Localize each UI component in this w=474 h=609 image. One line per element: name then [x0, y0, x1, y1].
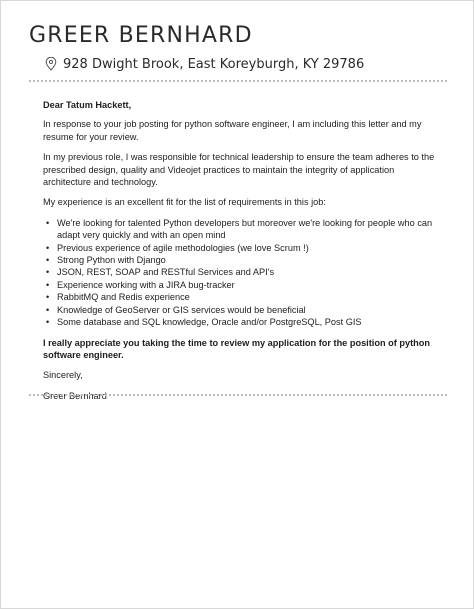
list-item: • Experience working with a JIRA bug-tracker — [57, 279, 438, 291]
list-item: • Some database and SQL knowledge, Oracle and/or PostgreSQL, Post GIS — [57, 316, 438, 328]
list-item: • RabbitMQ and Redis experience — [57, 291, 438, 303]
closing-statement: I really appreciate you taking the time to review my application for the position of python software engineer. — [43, 337, 430, 360]
list-item: • Strong Python with Django — [57, 254, 438, 266]
signoff: Sincerely, — [43, 370, 83, 381]
paragraph-previous-role: In my previous role, I was responsible for technical leadership to ensure the team adheres to the prescribed design, quality and Videojet practices to maintain the integrity of application architecture and technology. — [43, 152, 435, 188]
letter-body — [43, 99, 438, 410]
list-item: • JSON, REST, SOAP and RESTful Services and API's — [57, 266, 438, 278]
signature-name: Greer Bernhard — [43, 390, 107, 401]
letter-header — [29, 23, 449, 73]
paragraph-intro: In response to your job posting for python software engineer, I am including this letter and my resume for your review. — [43, 119, 422, 142]
header-divider — [29, 80, 447, 82]
map-pin-icon — [45, 57, 57, 71]
footer-divider — [29, 394, 447, 396]
greeting: Dear Tatum Hackett, — [43, 100, 132, 110]
paragraph-requirements-intro: My experience is an excellent fit for the list of requirements in this job: — [43, 197, 326, 208]
applicant-name: GREER BERNHARD — [29, 23, 253, 48]
requirements-list — [43, 217, 438, 329]
list-item: • Knowledge of GeoServer or GIS services would be beneficial — [57, 304, 438, 316]
list-item: • We're looking for talented Python developers but moreover we're looking for people who can adapt very quickly and with an open mind — [57, 217, 438, 242]
address-row — [45, 55, 449, 73]
list-item: • Previous experience of agile methodologies (we love Scrum !) — [57, 242, 438, 254]
applicant-address: 928 Dwight Brook, East Koreyburgh, KY 29786 — [63, 56, 365, 72]
